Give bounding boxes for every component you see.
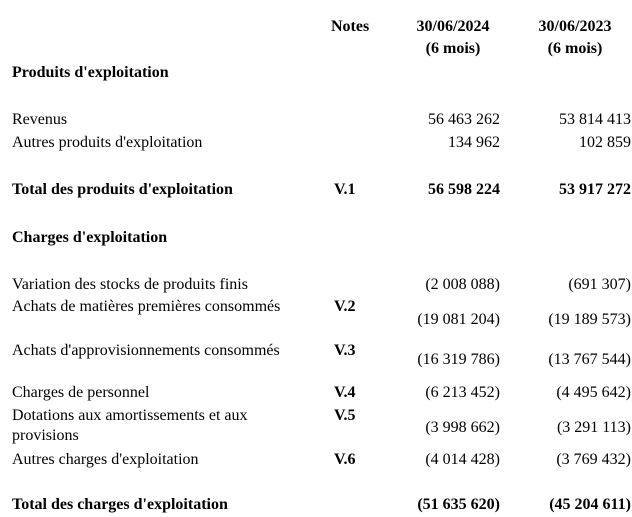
total-label-produits: Total des produits d'exploitation [12,181,233,198]
section-title-charges: Charges d'exploitation [12,229,168,246]
row-value-2024-autres-charges: (4 014 428) [425,451,500,468]
row-value-2024-revenus: 56 463 262 [428,111,500,128]
row-note-approvisionnements: V.3 [334,342,356,359]
row-note-matieres-premieres: V.2 [334,298,356,315]
row-label-variation-stocks: Variation des stocks de produits finis [12,276,248,293]
notes-column-header: Notes [331,18,370,35]
row-value-2023-variation-stocks: (691 307) [568,276,631,293]
row-label-dotations: Dotations aux amortissements et aux provisions [12,407,248,444]
row-label-personnel: Charges de personnel [12,384,150,401]
row-value-2024-dotations: (3 998 662) [425,419,500,436]
col-2024-period-header: (6 mois) [425,40,481,57]
total-value-2023-charges: (45 204 611) [549,496,631,513]
total-value-2024-charges: (51 635 620) [417,496,500,513]
row-note-autres-charges: V.6 [334,451,356,468]
row-label-revenus: Revenus [12,111,68,128]
row-note-personnel: V.4 [334,384,356,401]
row-value-2023-autres-charges: (3 769 432) [556,451,631,468]
row-label-approvisionnements: Achats d'approvisionnements consommés [12,342,280,359]
total-value-2023-produits: 53 917 272 [559,181,631,198]
total-note-produits: V.1 [334,181,356,198]
row-value-2023-matieres-premieres: (19 189 573) [548,311,631,328]
total-value-2024-produits: 56 598 224 [428,181,500,198]
row-note-dotations: V.5 [334,407,356,424]
row-value-2024-approvisionnements: (16 319 786) [417,351,500,368]
row-value-2024-variation-stocks: (2 008 088) [425,276,500,293]
row-value-2023-dotations: (3 291 113) [556,419,631,436]
col-2024-date-header: 30/06/2024 [416,18,490,35]
row-value-2024-matieres-premieres: (19 081 204) [417,311,500,328]
row-value-2023-autres-produits: 102 859 [579,134,631,151]
row-value-2023-revenus: 53 814 413 [559,111,631,128]
col-2023-date-header: 30/06/2023 [538,18,612,35]
col-2023-period-header: (6 mois) [547,40,603,57]
row-value-2023-personnel: (4 495 642) [556,384,631,401]
section-title-produits: Produits d'exploitation [12,64,169,81]
row-label-matieres-premieres: Achats de matières premières consommés [12,298,281,315]
row-value-2024-personnel: (6 213 452) [425,384,500,401]
row-label-autres-produits: Autres produits d'exploitation [12,134,203,151]
row-label-autres-charges: Autres charges d'exploitation [12,451,199,468]
total-label-charges: Total des charges d'exploitation [12,496,228,513]
row-value-2024-autres-produits: 134 962 [448,134,500,151]
row-value-2023-approvisionnements: (13 767 544) [548,351,631,368]
